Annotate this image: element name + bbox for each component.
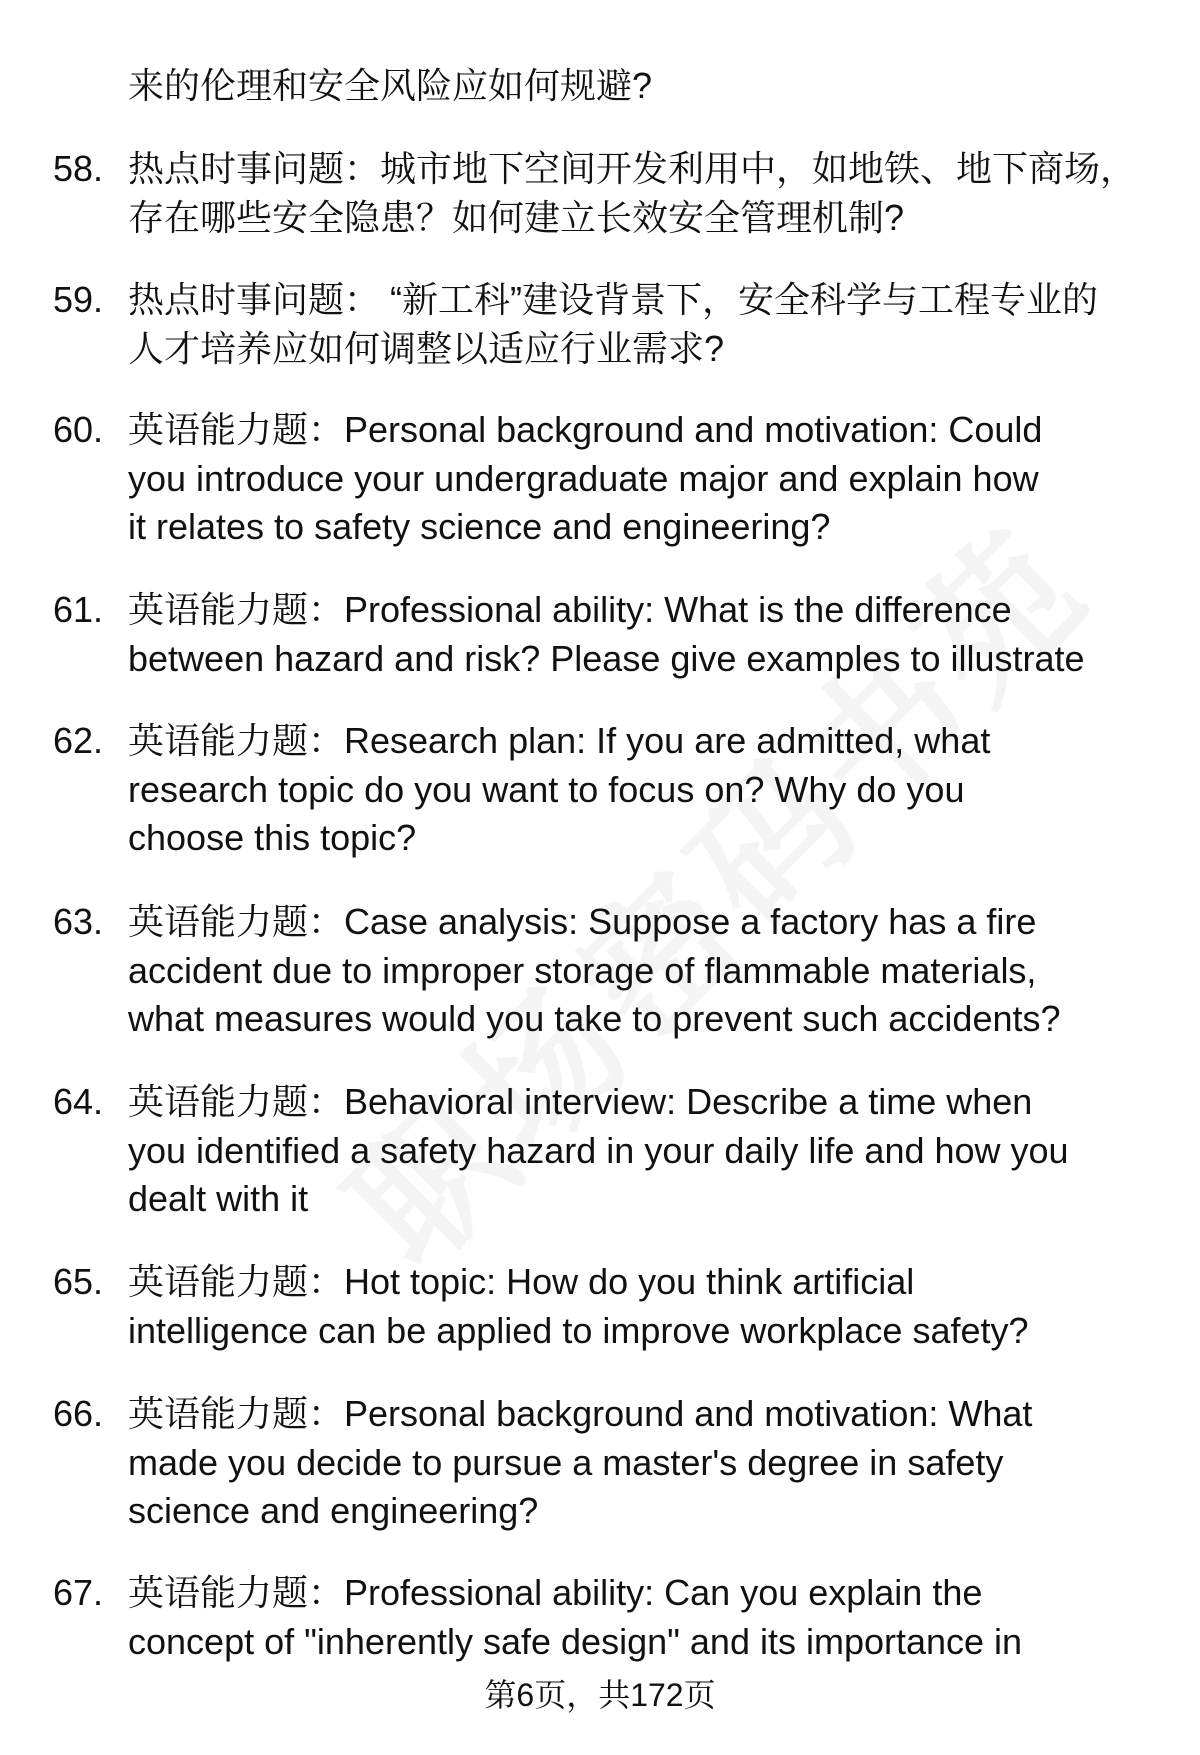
question-text <box>128 406 1042 552</box>
text-line: 英语能力题：Research plan: If you are admitted, what <box>128 720 991 761</box>
text-line: made you decide to pursue a master's degree in safety <box>128 1441 1004 1483</box>
text-line: 热点时事问题：城市地下空间开发利用中，如地铁、地下商场， <box>128 148 1137 189</box>
page-number: 第6页，共172页 <box>484 1677 716 1713</box>
question-number: 67. <box>53 1572 104 1613</box>
question-number: 66. <box>53 1393 104 1434</box>
text-line: 热点时事问题： “新工科”建设背景下，安全科学与工程专业的 <box>128 279 1098 320</box>
question-text <box>128 145 1136 242</box>
question-text <box>128 62 652 111</box>
question-text <box>128 1258 1029 1355</box>
text-line: dealt with it <box>128 1178 309 1219</box>
text-line: 人才培养应如何调整以适应行业需求? <box>128 327 725 369</box>
question-text <box>128 1569 1022 1666</box>
question-number: 62. <box>53 720 104 761</box>
text-line: research topic do you want to focus on? Why do you <box>128 768 965 810</box>
question-text <box>128 717 990 863</box>
question-number: 64. <box>53 1081 104 1122</box>
question-number: 58. <box>53 148 104 189</box>
text-line: intelligence can be applied to improve workplace safety? <box>128 1309 1029 1351</box>
question-text <box>128 276 1098 373</box>
text-line: choose this topic? <box>128 817 417 858</box>
text-line: 英语能力题：Professional ability: Can you explain the <box>128 1572 983 1613</box>
text-line: 存在哪些安全隐患？如何建立长效安全管理机制? <box>128 196 905 238</box>
text-line: accident due to improper storage of flammable materials, <box>128 949 1037 991</box>
text-line: concept of "inherently safe design" and its importance in <box>128 1620 1023 1662</box>
question-number: 61. <box>53 589 104 630</box>
text-line: you introduce your undergraduate major and explain how <box>128 457 1039 499</box>
question-number: 60. <box>53 409 104 450</box>
question-text <box>128 898 1061 1044</box>
question-number: 65. <box>53 1261 104 1302</box>
text-line: 英语能力题：Professional ability: What is the difference <box>128 589 1012 630</box>
text-line: 英语能力题：Behavioral interview: Describe a time when <box>128 1081 1033 1122</box>
text-line: 英语能力题：Case analysis: Suppose a factory has a fire <box>128 901 1037 942</box>
question-text <box>128 1078 1069 1224</box>
text-line: it relates to safety science and engineering? <box>128 506 831 547</box>
question-text <box>128 586 1085 683</box>
text-line: science and engineering? <box>128 1490 539 1531</box>
text-line: you identified a safety hazard in your daily life and how you <box>128 1129 1069 1171</box>
text-line: 英语能力题：Personal background and motivation: Could <box>128 409 1043 450</box>
text-line: what measures would you take to prevent such accidents? <box>128 998 1061 1039</box>
text-line: 英语能力题：Hot topic: How do you think artificial <box>128 1261 915 1302</box>
text-line: between hazard and risk? Please give examples to illustrate <box>128 637 1085 679</box>
text-line: 来的伦理和安全风险应如何规避? <box>128 65 653 106</box>
question-number: 63. <box>53 901 104 942</box>
question-text <box>128 1390 1032 1536</box>
question-number: 59. <box>53 279 104 320</box>
text-line: 英语能力题：Personal background and motivation: What <box>128 1393 1033 1434</box>
